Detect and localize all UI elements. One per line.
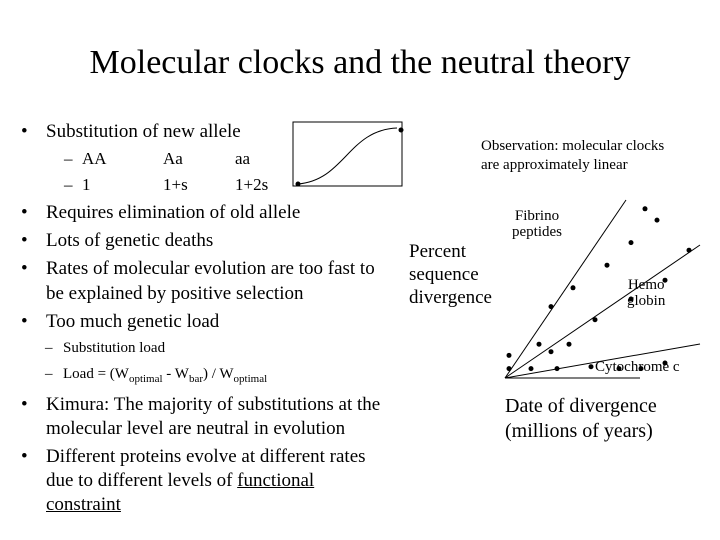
x-axis-label [505,394,657,444]
sigmoid-figure [293,122,404,187]
fibrino-point-5 [655,218,660,223]
fibrino-point-4 [629,240,634,245]
y-label-line2: sequence [409,264,479,285]
cyto-point-0 [507,353,512,358]
observation-line2: are approximately linear [481,157,628,173]
fibrino-point-1 [549,304,554,309]
fibrino-label [512,208,562,240]
sigmoid-end-dot [399,128,404,133]
bullet-kimura-cont: molecular level are neutral in evolution [46,418,346,439]
genotype-aa-het: Aa [163,149,183,168]
bullet-proteins-cont2: constraint [46,494,121,515]
bullet-kimura: • Kimura: The majority of substitutions at the [46,394,380,416]
bullet-substitution: • Substitution of new allele [46,121,241,143]
cyto-point-2 [529,366,534,371]
fibrino-point-6 [643,206,648,211]
x-label-line2: (millions of years) [505,420,653,442]
genotype-aa-recessive: aa [235,149,251,168]
bullet-genetic-load: • Too much genetic load [46,311,219,333]
fitness-1: – 1 [82,175,91,195]
page-title: Molecular clocks and the neutral theory [89,44,631,81]
bullet-proteins: • Different proteins evolve at different rates [46,446,366,468]
y-label-line1: Percent [409,241,466,262]
observation-line1: Observation: molecular clocks [481,138,665,154]
fibrino-label-line2: peptides [512,224,562,240]
hemo-point-5 [687,248,692,253]
fibrino-label-line1: Fibrino [514,208,560,224]
y-axis-label [409,240,492,309]
bullet-proteins-cont: due to different levels of functional [46,470,315,491]
hemo-label-line1: Hemo [627,277,665,293]
cyto-point-4 [589,364,594,369]
bullet-genetic-deaths: • Lots of genetic deaths [46,230,213,252]
hemo-point-1 [567,342,572,347]
bullet-rates-cont: be explained by positive selection [46,283,304,304]
cyto-point-1 [507,366,512,371]
hemo-label [627,277,665,309]
bullet-rates: • Rates of molecular evolution are too fast to [46,258,375,280]
fitness-1-plus-s: 1+s [163,175,188,194]
fibrino-point-2 [571,285,576,290]
cyto-label: Cytochrome c [595,359,680,375]
bullet-elimination: • Requires elimination of old allele [46,202,300,224]
sigmoid-curve [298,128,397,184]
sub-substitution-load: – Substitution load [63,340,165,357]
hemo-point-2 [593,317,598,322]
y-label-line3: divergence [409,287,492,308]
fibrino-point-0 [537,342,542,347]
hemo-label-line2: globin [627,293,666,309]
hemo-point-0 [549,349,554,354]
x-label-line1: Date of divergence [505,395,657,417]
sigmoid-start-dot [296,182,301,187]
fitness-1-plus-2s: 1+2s [235,175,269,194]
cyto-point-3 [555,366,560,371]
genotype-aa-dominant: – AA [82,149,107,169]
sub-load-formula: – Load = $(W_{optimal} - W_{bar}) / W_{optimal}$ [63,366,267,385]
fibrino-point-3 [605,263,610,268]
